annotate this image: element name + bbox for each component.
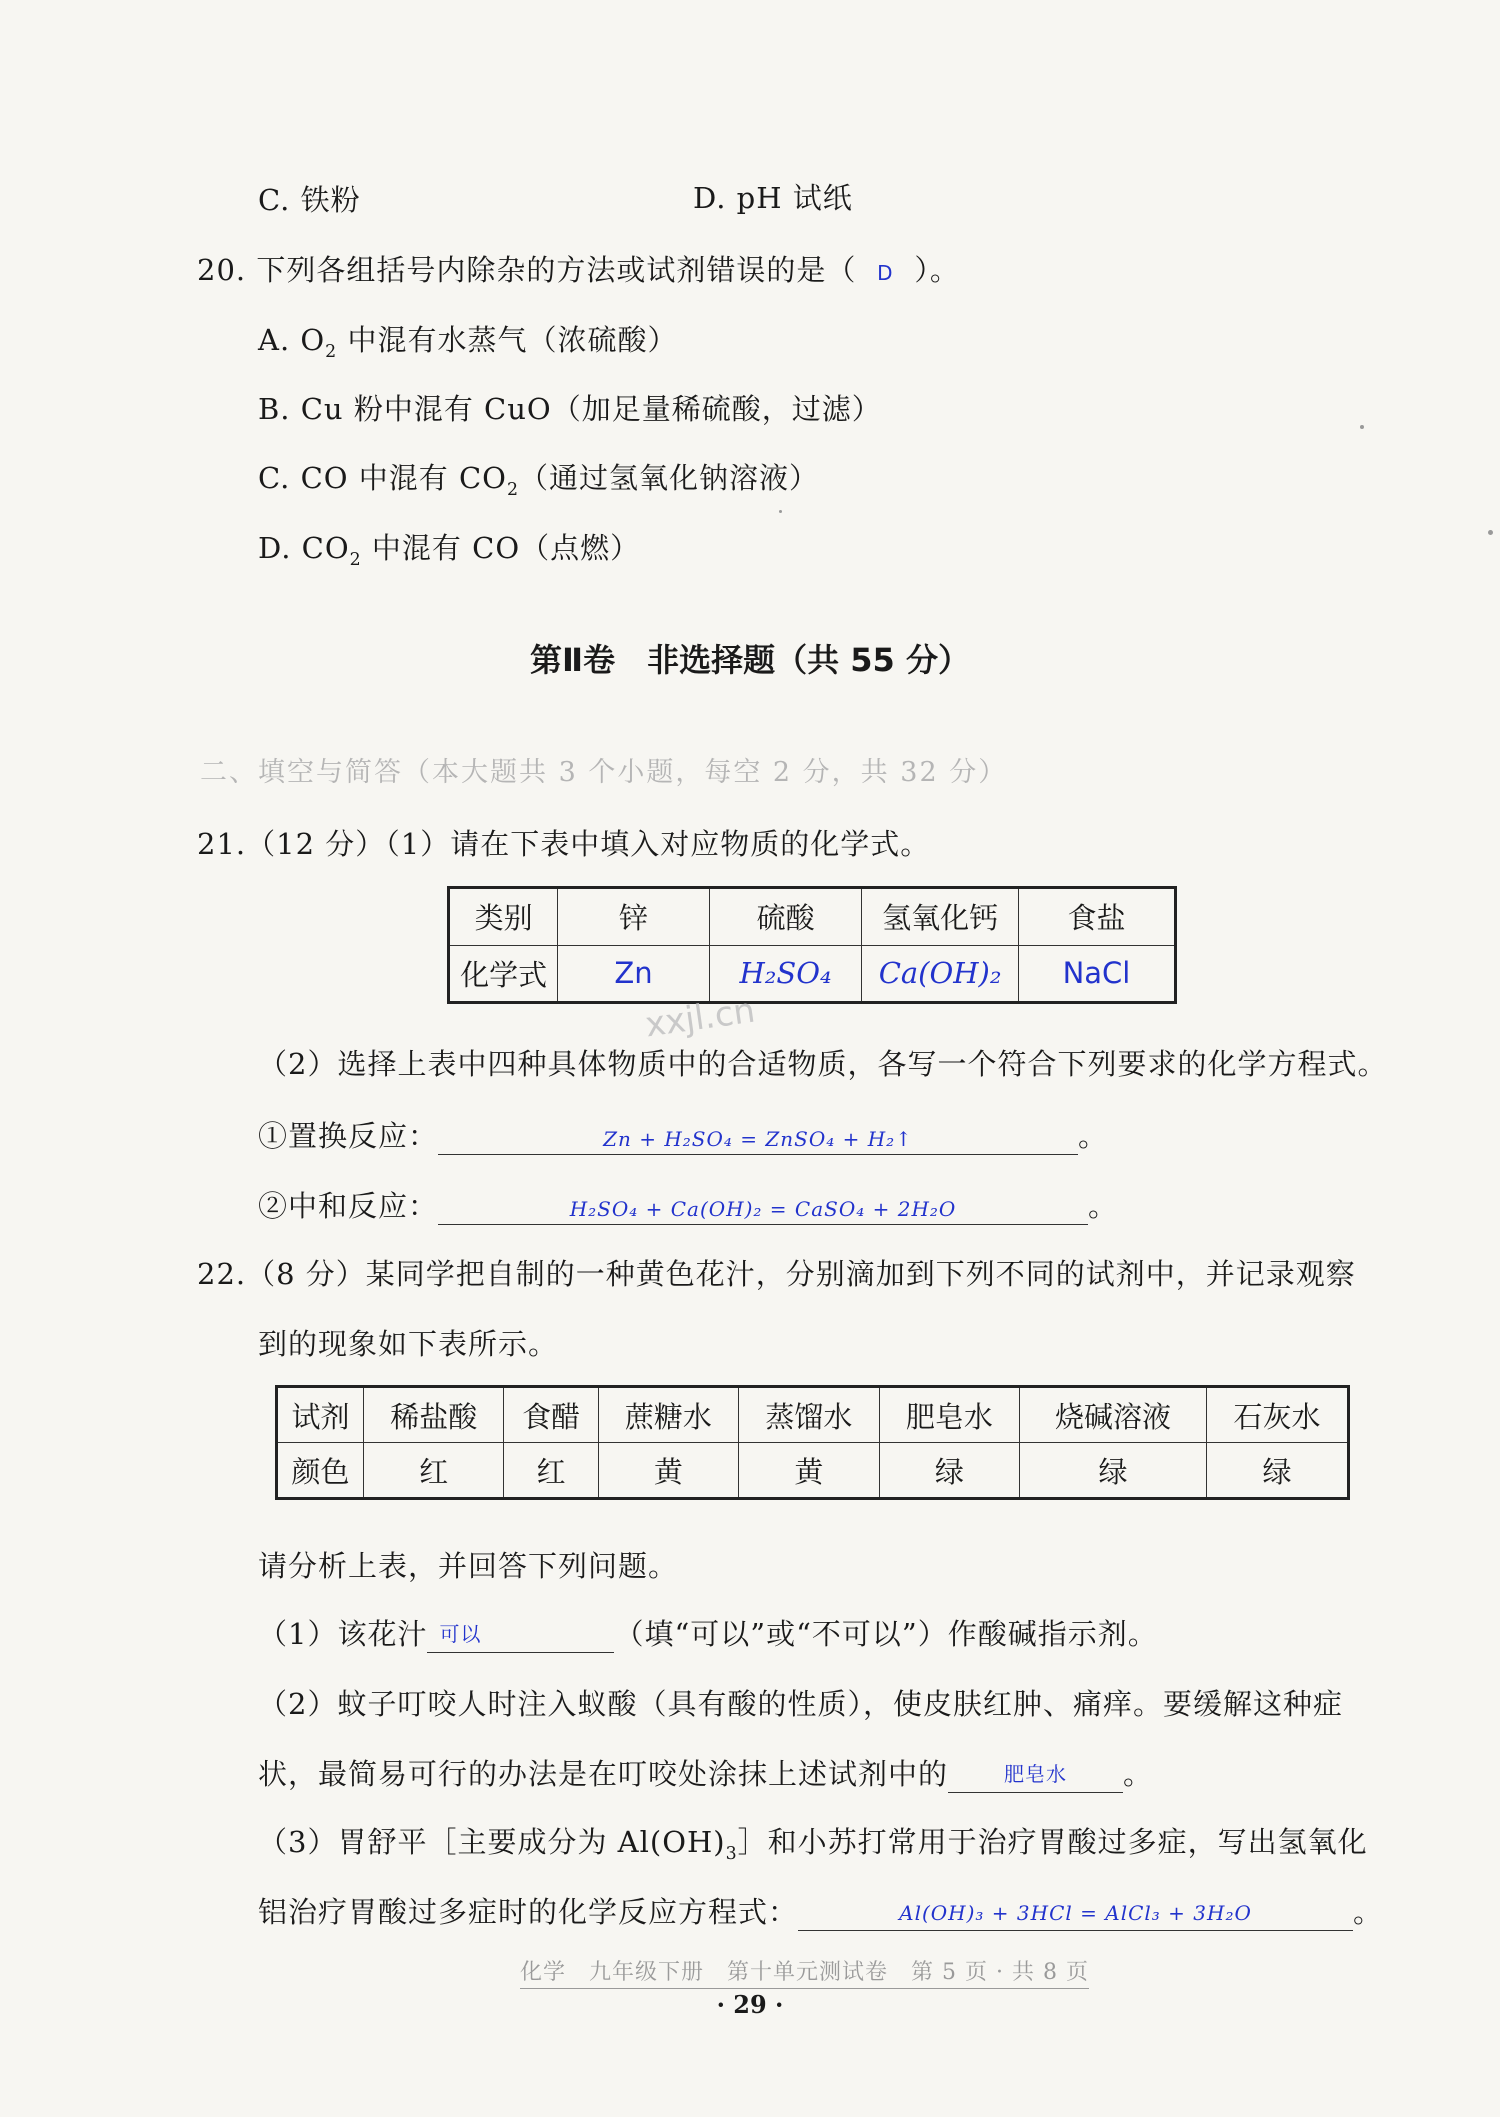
- scan-speck: [1360, 425, 1364, 429]
- q21-table: [447, 886, 1177, 1004]
- q21-formula-answer: H₂SO₄: [709, 945, 861, 1003]
- q22-p1-answer: 可以: [427, 1622, 614, 1653]
- q20-c-post: （通过氢氧化钠溶液）: [519, 461, 820, 495]
- q21-part2: （2）选择上表中四种具体物质中的合适物质，各写一个符合下列要求的化学方程式。: [258, 1047, 1388, 1081]
- q20-stem-end: ）。: [914, 253, 960, 287]
- q20-d-post: 中混有 CO（点燃）: [361, 531, 641, 565]
- q20-answer: D: [877, 261, 894, 285]
- q21-r2-label: ②中和反应：: [258, 1189, 439, 1223]
- q21-header-cell: 氢氧化钙: [862, 888, 1019, 946]
- page-number: · 29 ·: [716, 1990, 784, 2019]
- q22-part3-line2: [258, 1890, 1383, 1931]
- q21-header-cell: 食盐: [1018, 888, 1175, 946]
- q22-reagent-cell: 蒸馏水: [739, 1387, 879, 1443]
- q22-reagent-cell: 烧碱溶液: [1020, 1387, 1207, 1443]
- q20-a-pre: A. O: [258, 323, 326, 357]
- part2-heading: 二、填空与简答（本大题共 3 个小题，每空 2 分，共 32 分）: [200, 757, 1008, 788]
- q22-p3-sub: 3: [725, 1843, 738, 1864]
- q22-reagent-cell: 蔗糖水: [598, 1387, 738, 1443]
- q22-part3-line1: [258, 1820, 1368, 1864]
- q22-p3-answer: Al(OH)₃ + 3HCl = AlCl₃ + 3H₂O: [798, 1900, 1353, 1931]
- q19-option-c: C. 铁粉: [258, 183, 361, 217]
- q21-reaction-2: [258, 1184, 1118, 1225]
- q22-reagent-cell: 食醋: [504, 1387, 598, 1443]
- q22-color-cell: 黄: [739, 1443, 879, 1499]
- q22-p2-pre: 状，最简易可行的办法是在叮咬处涂抹上述试剂中的: [258, 1757, 949, 1791]
- q22-p1-post: （填“可以”或“不可以”）作酸碱指示剂。: [614, 1617, 1158, 1651]
- q21-formula-answer: NaCl: [1018, 945, 1175, 1003]
- q21-formula-answer: Ca(OH)₂: [862, 945, 1019, 1003]
- q20-stem-text: 20. 下列各组括号内除杂的方法或试剂错误的是（: [197, 253, 857, 287]
- q22-color-cell: 红: [364, 1443, 504, 1499]
- q22-p3-post: ］和小苏打常用于治疗胃酸过多症，写出氢氧化: [737, 1825, 1368, 1859]
- q21-table-formula-row: [449, 945, 1176, 1003]
- q22-row-label: 试剂: [277, 1387, 364, 1443]
- q22-color-row: [277, 1443, 1349, 1499]
- q20-c-sub: 2: [506, 479, 520, 500]
- q22-p3-line2-pre: 铝治疗胃酸过多症时的化学反应方程式：: [258, 1895, 799, 1929]
- section-title: 第Ⅱ卷 非选择题（共 55 分）: [530, 641, 970, 679]
- q21-formula-answer: Zn: [558, 945, 710, 1003]
- q20-a-sub: 2: [325, 341, 338, 362]
- q22-reagent-cell: 稀盐酸: [364, 1387, 504, 1443]
- q21-stem: 21.（12 分）（1）请在下表中填入对应物质的化学式。: [197, 827, 931, 861]
- q21-header-cell: 类别: [449, 888, 558, 946]
- q22-reagent-row: [277, 1387, 1349, 1443]
- q21-header-cell: 锌: [558, 888, 710, 946]
- q21-r1-answer: Zn + H₂SO₄ = ZnSO₄ + H₂↑: [438, 1124, 1078, 1155]
- watermark: xxjl.cn: [642, 990, 758, 1046]
- q22-color-cell: 绿: [1020, 1443, 1207, 1499]
- q22-reagent-cell: 肥皂水: [879, 1387, 1019, 1443]
- q22-color-cell: 红: [504, 1443, 598, 1499]
- q20-option-a: [258, 318, 677, 362]
- q20-option-c: [258, 456, 819, 500]
- q22-p2-end: 。: [1123, 1757, 1154, 1791]
- q22-color-cell: 绿: [879, 1443, 1019, 1499]
- q22-table: [275, 1385, 1350, 1500]
- q22-reagent-cell: 石灰水: [1206, 1387, 1348, 1443]
- scan-speck: [1488, 530, 1493, 535]
- q20-c-pre: C. CO 中混有 CO: [258, 461, 507, 495]
- q21-r2-end: 。: [1088, 1189, 1119, 1223]
- q22-analyze: 请分析上表，并回答下列问题。: [258, 1549, 679, 1583]
- q21-header-cell: 硫酸: [709, 888, 861, 946]
- q20-a-post: 中混有水蒸气（浓硫酸）: [337, 323, 678, 357]
- q21-r1-end: 。: [1078, 1119, 1109, 1153]
- q22-stem-1: 22.（8 分）某同学把自制的一种黄色花汁，分别滴加到下列不同的试剂中，并记录观察: [197, 1257, 1356, 1291]
- q21-reaction-1: [258, 1114, 1108, 1155]
- q20-d-pre: D. CO: [258, 531, 350, 565]
- q20-option-d: [258, 526, 640, 570]
- footer-text: 化学 九年级下册 第十单元测试卷 第 5 页 · 共 8 页: [520, 1955, 1089, 1989]
- q22-p2-answer: 肥皂水: [948, 1762, 1123, 1793]
- q22-p3-pre: （3）胃舒平［主要成分为 Al(OH): [258, 1825, 726, 1859]
- q21-r2-answer: H₂SO₄ + Ca(OH)₂ = CaSO₄ + 2H₂O: [438, 1194, 1088, 1225]
- q21-r1-label: ①置换反应：: [258, 1119, 439, 1153]
- q22-row-label: 颜色: [277, 1443, 364, 1499]
- q20-d-sub: 2: [349, 549, 362, 570]
- q22-color-cell: 黄: [598, 1443, 738, 1499]
- q22-part1: [258, 1612, 1158, 1653]
- q22-part2-line1: （2）蚊子叮咬人时注入蚁酸（具有酸的性质），使皮肤红肿、痛痒。要缓解这种症: [258, 1687, 1343, 1721]
- q19-option-d: D. pH 试纸: [693, 181, 853, 215]
- q22-part2-line2: [258, 1752, 1153, 1793]
- q20-stem: [197, 248, 960, 289]
- q22-p1-pre: （1）该花汁: [258, 1617, 428, 1651]
- q22-color-cell: 绿: [1206, 1443, 1348, 1499]
- q20-option-b: B. Cu 粉中混有 CuO（加足量稀硫酸，过滤）: [258, 392, 882, 426]
- q21-table-header-row: [449, 888, 1176, 946]
- scan-speck: [779, 510, 782, 513]
- q21-row-label: 化学式: [449, 945, 558, 1003]
- q22-p3-end: 。: [1353, 1895, 1384, 1929]
- q22-stem-2: 到的现象如下表所示。: [258, 1327, 559, 1361]
